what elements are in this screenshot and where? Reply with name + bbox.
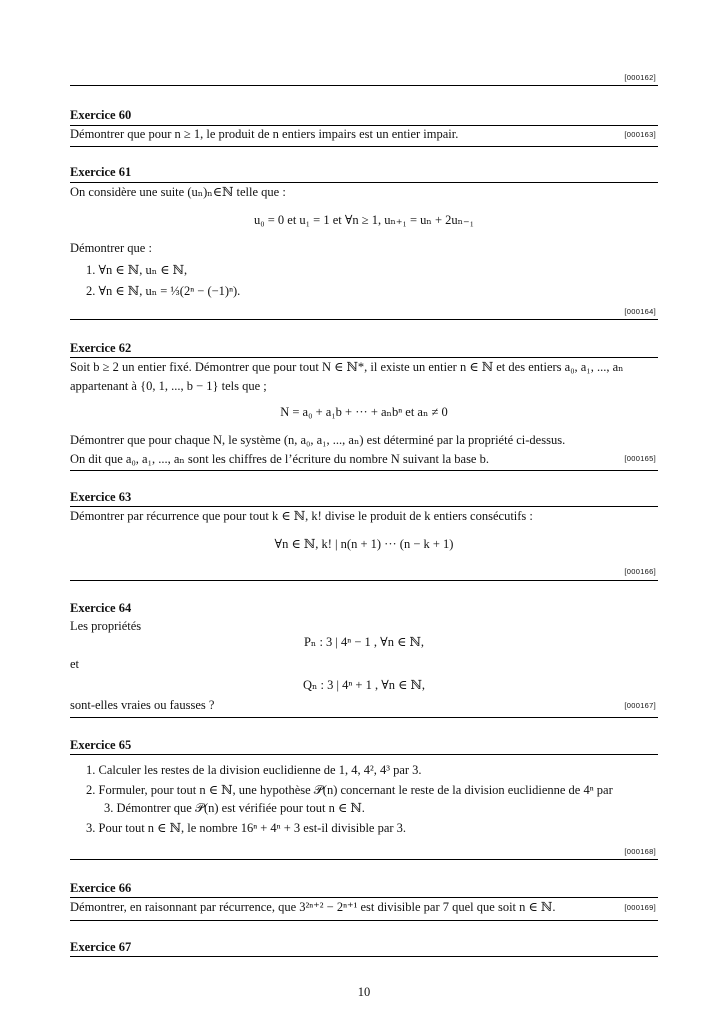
exercise-title: Exercice 66 <box>70 881 132 895</box>
exercise-statement: Démontrer que pour chaque N, le système (n, a₀, a₁, ..., aₙ) est déterminé par la propriété ci-dessus. <box>70 433 566 447</box>
exercise-title: Exercice 64 <box>70 601 132 615</box>
exercise-ref: [000163] <box>624 130 656 139</box>
exercise-statement: Soit b ≥ 2 un entier fixé. Démontrer que pour tout N ∈ ℕ*, il existe un entier n ∈ ℕ et des entiers a₀, a₁, ..., aₙ <box>70 360 624 374</box>
list-item: 2. Formuler, pour tout n ∈ ℕ, une hypothèse 𝒫(n) concernant le reste de la division euclidienne de 4ⁿ par <box>86 783 613 797</box>
exercise-ref: [000164] <box>624 307 656 316</box>
list-item: 1. Calculer les restes de la division euclidienne de 1, 4, 4², 4³ par 3. <box>86 763 422 777</box>
exercise-ref: [000162] <box>624 73 656 82</box>
display-equation: ∀n ∈ ℕ, k! | n(n + 1) ··· (n − k + 1) <box>274 537 454 551</box>
separator-rule <box>70 319 658 320</box>
separator-rule <box>70 956 658 957</box>
exercise-statement: On considère une suite (uₙ)ₙ∈ℕ telle que : <box>70 185 286 199</box>
display-equation: Pₙ : 3 | 4ⁿ − 1 , ∀n ∈ ℕ, <box>303 635 425 649</box>
page-number: 10 <box>357 985 371 999</box>
list-item-continuation: 3. Démontrer que 𝒫(n) est vérifiée pour tout n ∈ ℕ. <box>104 801 365 815</box>
separator-rule <box>70 506 658 507</box>
separator-rule <box>70 182 658 183</box>
separator-rule <box>70 85 658 86</box>
separator-rule <box>70 470 658 471</box>
exercise-statement: Les propriétés <box>70 619 142 633</box>
separator-rule <box>70 897 658 898</box>
exercise-title: Exercice 63 <box>70 490 132 504</box>
list-item: 1. ∀n ∈ ℕ, uₙ ∈ ℕ, <box>86 263 188 277</box>
exercise-title: Exercice 61 <box>70 165 132 179</box>
exercise-ref: [000168] <box>624 847 656 856</box>
exercise-title: Exercice 60 <box>70 108 132 122</box>
exercise-statement: On dit que a₀, a₁, ..., aₙ sont les chiffres de l’écriture du nombre N suivant la base b. <box>70 452 489 466</box>
exercise-ref: [000166] <box>624 567 656 576</box>
exercise-title: Exercice 67 <box>70 940 132 954</box>
display-equation: Qₙ : 3 | 4ⁿ + 1 , ∀n ∈ ℕ, <box>302 678 426 692</box>
separator-rule <box>70 357 658 358</box>
separator-rule <box>70 754 658 755</box>
separator-rule <box>70 920 658 921</box>
list-item: 3. Pour tout n ∈ ℕ, le nombre 16ⁿ + 4ⁿ + 3 est-il divisible par 3. <box>86 821 407 835</box>
separator-rule <box>70 125 658 126</box>
separator-rule <box>70 717 658 718</box>
exercise-statement: sont-elles vraies ou fausses ? <box>70 698 215 712</box>
display-equation: u₀ = 0 et u₁ = 1 et ∀n ≥ 1, uₙ₊₁ = uₙ + 2uₙ₋₁ <box>254 213 474 227</box>
separator-rule <box>70 580 658 581</box>
exercise-statement: Démontrer par récurrence que pour tout k ∈ ℕ, k! divise le produit de k entiers consécutifs : <box>70 509 533 523</box>
exercise-statement: Démontrer, en raisonnant par récurrence, que 3²ⁿ⁺² − 2ⁿ⁺¹ est divisible par 7 quel que soit n ∈ ℕ. <box>70 900 556 914</box>
separator-rule <box>70 146 658 147</box>
separator-rule <box>70 859 658 860</box>
exercise-statement: appartenant à {0, 1, ..., b − 1} tels que ; <box>70 379 267 393</box>
exercise-title: Exercice 65 <box>70 738 132 752</box>
exercise-statement: Démontrer que pour n ≥ 1, le produit de n entiers impairs est un entier impair. <box>70 127 459 141</box>
exercise-statement: et <box>70 657 80 671</box>
exercise-statement: Démontrer que : <box>70 241 152 255</box>
exercise-ref: [000167] <box>624 701 656 710</box>
exercise-ref: [000165] <box>624 454 656 463</box>
exercise-title: Exercice 62 <box>70 341 132 355</box>
list-item: 2. ∀n ∈ ℕ, uₙ = ⅓(2ⁿ − (−1)ⁿ). <box>86 284 241 298</box>
exercise-ref: [000169] <box>624 903 656 912</box>
display-equation: N = a₀ + a₁b + ··· + aₙbⁿ et aₙ ≠ 0 <box>280 405 448 419</box>
